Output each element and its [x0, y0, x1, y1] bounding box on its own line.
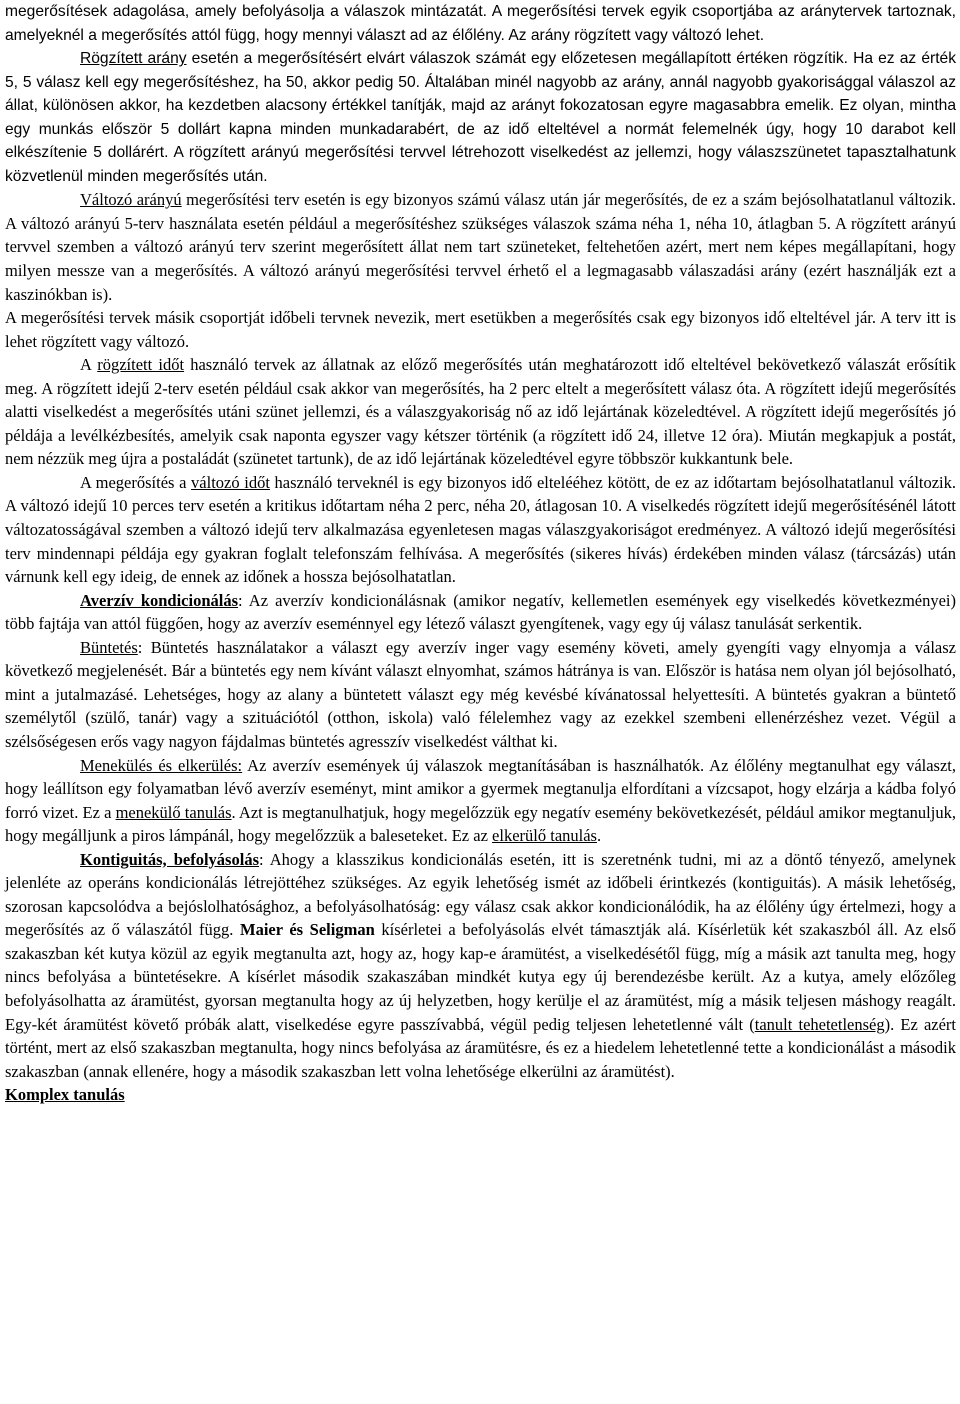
variable-interval-pre: A megerősítés a: [80, 472, 192, 492]
aversive-text: : Az averzív kondicionálásnak (amikor negatív, kellemetlen események egy viselkedés következményei) több fajtája van attól függően, hogy az averzív eseménnyel egy létező választ gyengítenek, vagy egy új válasz tanulását serkentik.: [5, 590, 956, 634]
escape-text-3: .: [596, 826, 602, 846]
contingency-text-1: : Ahogy a klasszikus kondicionálás esetén, itt is szeretnénk tudni, mi az a döntő tényező, amelynek jelenléte az operáns kondicionálás létrejöttéhez szükséges. Az egyik lehetőség ismét az időbeli érintkezés (kontiguitás). A másik lehetőség, szorosan kapcsolódva a bejóslolhatósághoz, a befolyásolhatóság: egy válasz csak akkor kondicionálódik, ha az élőlény úgy értelmezi, hogy a megerősítés az ő válaszától függ.: [5, 849, 957, 940]
variable-ratio-text: megerősítési terv esetén is egy bizonyos számú válasz után jár megerősítés, de ez a szám bejósolhatatlanul változik. A változó arányú 5-terv használata esetén például a megerősítéshez szükséges válaszok száma néha 1, néha 10, átlagban 5. A rögzített arányú tervvel szemben a változó arányú terv szerint megerősített állat nem tart szüneteket, feltehetően azért, mert nem képes megállapítani, hogy milyen messze van a megerősítés. A változó arányú megerősítési tervvel érhető el a legmagasabb válaszadási arány (ezért használják ezt a kaszinókban is).: [5, 190, 957, 304]
variable-interval-text: használó terveknél is egy bizonyos idő eltelééhez kötött, de ez az időtartam bejósolhatatlanul változik. A változó idejű 10 perces terv esetén a kritikus időtartam néha 2 perc, néha 20, átlagosan 10. A viselkedés rögzített idejű megerősítésénél látott változatosságával szemben a változó idejű terv alkalmazása egyenletesen magas válaszgyakoriságot eredményez. A változó idejű megerősítési terv mindennapi példája egy gyakran foglalt telefonszám felhívása. A megerősítés (sikeres hívás) érdekében minden válasz (tárcsázás) után várnunk kell egy ideig, de ennek az időnek a hossza bejósolhatatlan.: [5, 472, 957, 587]
fixed-ratio-term: Rögzített arány: [80, 50, 187, 68]
learned-helplessness-term: tanult tehetetlenség: [754, 1014, 885, 1034]
contingency-text-3: ). Ez azért történt, mert az első szakaszban megtanulta, hogy nincs befolyása az áramütésre, és ez a hiedelem lehetetlenné tette a kondicionálást a második szakaszban (annak ellenére, hogy a második szakaszban lett volna lehetősége elkerülni az áramütést).: [5, 1014, 956, 1081]
intro-text: megerősítések adagolása, amely befolyásolja a válaszok mintázatát. A megerősítési tervek egyik csoportjába az aránytervek tartoznak, amelyeknél a megerősítés attól függ, hogy mennyi választ ad az élőlény. Az arány rögzített vagy változó lehet.: [5, 3, 956, 44]
variable-interval-term: változó időt: [191, 472, 270, 492]
escape-text-2: . Azt is megtanulhatjuk, hogy megelőzzük egy negatív esemény bekövetkezését, például amikor megtanuljuk, hogy megálljunk a piros lámpánál, hogy megelőzzük a baleseteket. Ez az: [5, 802, 956, 846]
punishment-term: Büntetés: [80, 637, 138, 657]
aversive-paragraph: [5, 589, 956, 636]
contingency-names: Maier és Seligman: [240, 920, 375, 940]
escape-term: Menekülés és elkerülés:: [80, 755, 243, 775]
interval-text: A megerősítési tervek másik csoportját időbeli tervnek nevezik, mert esetükben a megerősítés csak egy bizonyos idő elteltével jár. A terv itt is lehet rögzített vagy változó.: [5, 308, 956, 351]
escape-text-1: Az averzív események új válaszok megtanításában is használhatók. Az élőlény megtanulhat egy választ, hogy leállítson egy folyamatban lévő averzív eseményt, mint amikor a gyermek megtanulja elfordítani a vízcsapot, hogy elzárja a kádba folyó forró vizet. Ez a: [5, 755, 957, 822]
escape-learning-term: menekülő tanulás: [115, 802, 232, 822]
intro-paragraph: [5, 0, 956, 47]
punishment-text: : Büntetés használatakor a választ egy averzív inger vagy esemény követi, amely gyengíti vagy elnyomja a válasz következő megjelenését. Bár a büntetés egy nem kívánt választ elnyomhat, számos hátránya is van. Először is hatása nem olyan jól bejósolható, mint a jutalmazásé. Lehetséges, hogy az alany a büntetett választ egy még kevésbé kívánatossal helyettesíti. A büntetés gyakran a büntető személytől (szülő, tanár) vagy a szituációtól (otthon, iskola) való félelemhez vagy az ezekkel szembeni ellenérzéshez vezet. Végül a szélsőségesen erős vagy nagyon fájdalmas büntetés agresszív viselkedést válthat ki.: [5, 637, 956, 751]
fixed-interval-term: rögzített időt: [97, 355, 185, 375]
variable-ratio-term: Változó arányú: [80, 190, 182, 210]
fixed-ratio-paragraph: [5, 47, 956, 188]
escape-paragraph: [5, 754, 956, 848]
fixed-interval-paragraph: [5, 353, 956, 471]
variable-ratio-paragraph: [5, 188, 956, 306]
fixed-interval-text: használó tervek az állatnak az előző megerősítés után meghatározott idő elteltével bekövetkező válaszát erősítik meg. A rögzített idejű 2-terv esetén például csak akkor van megerősítés, ha 2 perc eltelt a megerősített válasz óta. A rögzített idejű megerősítés alatti viselkedést a megerősítés utáni szünet jellemzi, és a válaszgyakoriság nő az idő lejártának közeledtével. A rögzített idejű megerősítés jó példája a levélkézbesítés, amelyik csak naponta egyszer vagy kétszer történik (a rögzített idő 24, illetve 12 óra). Miután megkapjuk a postát, nem nézzük meg újra a postaládát (szünetet tartunk), de az idő lejártának közeledtével egyre többször kukkantunk bele.: [5, 355, 956, 469]
complex-learning-paragraph: [5, 1083, 956, 1107]
interval-paragraph: [5, 306, 956, 353]
complex-learning-heading: Komplex tanulás: [5, 1085, 125, 1105]
aversive-heading: Averzív kondicionálás: [80, 590, 239, 610]
variable-interval-paragraph: [5, 471, 956, 589]
fixed-ratio-text-2: Általában minél nagyobb az arány, annál nagyobb gyakorisággal válaszol az állat, különösen akkor, ha kezdetben alacsony értékkel tanítják, majd az arányt fokozatosan egyre magasabbra emelik. Ez olyan, mintha egy munkás először 5 dollárt kapna minden munkadarabért, de az idő elteltével a normát felemelnék úgy, hogy 10 darabot kell elkészítenie 5 dollárért. A rögzített arányú megerősítési tervvel létrehozott viselkedést az jellemzi, hogy válaszszünetet tapasztalhatunk közvetlenül minden megerősítés után.: [5, 73, 956, 185]
fixed-interval-pre: A: [80, 355, 98, 375]
punishment-paragraph: [5, 636, 956, 754]
avoidance-learning-term: elkerülő tanulás: [492, 826, 597, 846]
fixed-ratio-text-1: esetén a megerősítésért elvárt válaszok számát egy előzetesen megállapított értéken rögzítik. Ha ez az érték 5, 5 válasz kell egy megerősítéshez, ha 50, akkor pedig 50.: [5, 50, 956, 91]
contingency-text-2: kísérletei a befolyásolás elvét támasztják alá. Kísérletük két szakaszból áll. Az első szakaszban két kutya közül az egyik megtanulta azt, hogy az, hogy kap-e áramütést, a viselkedésétől függ, míg a másik azt tanulta meg, hogy nincs befolyása a büntetésekre. A kísérlet második szakaszában mindkét kutya egy új berendezésbe került. Az a kutya, amely előzőleg befolyásolhatta az áramütést, gyorsan megtanulta hogy az új helyzetben, hogy kerülje el az áramütést, míg a másik teljesen máshogy reagált. Egy-két áramütést követő próbák alatt, viselkedése egyre passzívabbá, végül pedig teljesen lehetetlenné vált (: [5, 920, 956, 1034]
contingency-heading: Kontiguitás, befolyásolás: [80, 849, 259, 869]
contingency-paragraph: [5, 848, 956, 1083]
